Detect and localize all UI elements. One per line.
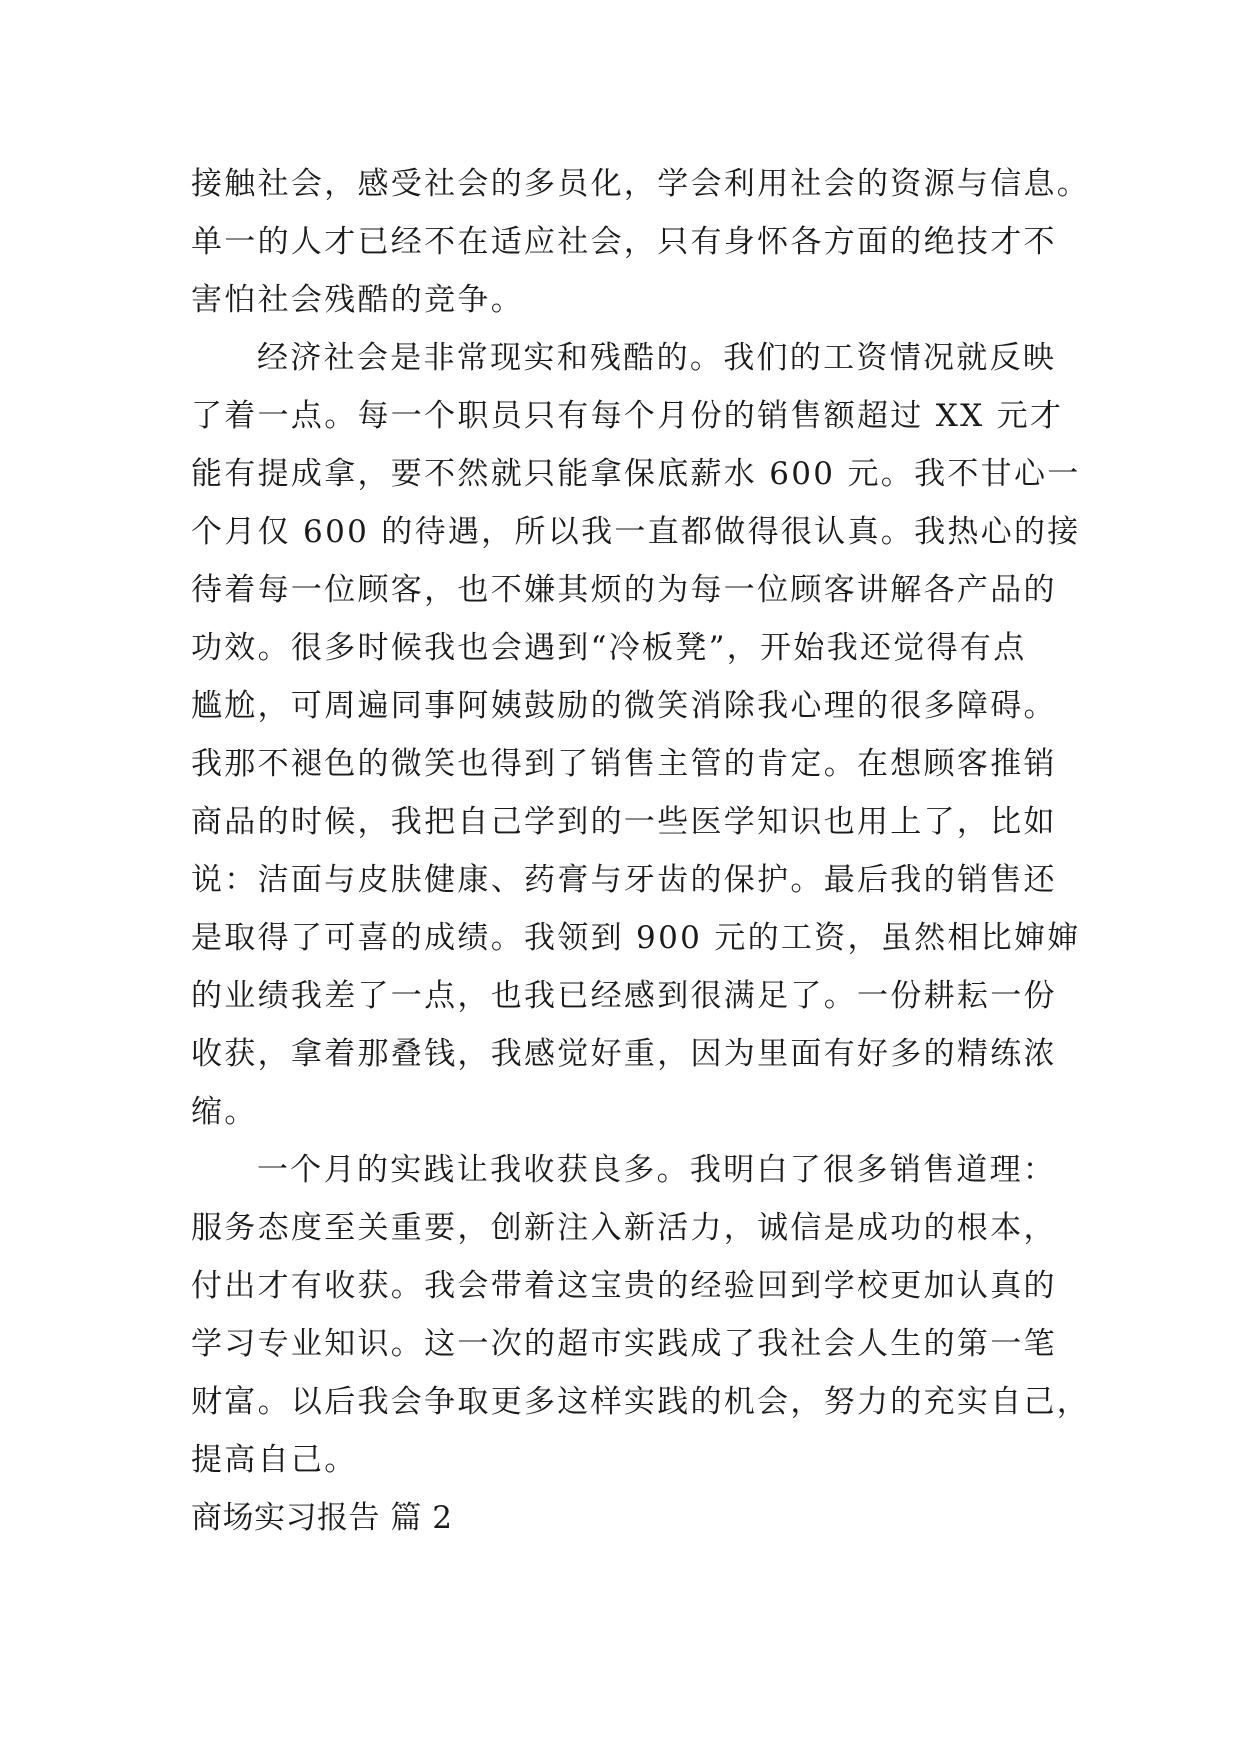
text-line: 了着一点。每一个职员只有每个月份的销售额超过 XX 元才 bbox=[191, 398, 1064, 434]
text-line: 商品的时候，我把自己学到的一些医学知识也用上了，比如 bbox=[191, 804, 1057, 840]
text-line: 说：洁面与皮肤健康、药膏与牙齿的保护。最后我的销售还 bbox=[191, 862, 1057, 898]
text-line: 是取得了可喜的成绩。我领到 900 元的工资，虽然相比婶婶 bbox=[191, 920, 1081, 956]
text-line: 尴尬，可周遍同事阿姨鼓励的微笑消除我心理的很多障碍。 bbox=[191, 688, 1057, 724]
text-line: 待着每一位顾客，也不嫌其烦的为每一位顾客讲解各产品的 bbox=[191, 572, 1057, 608]
text-line: 学习专业知识。这一次的超市实践成了我社会人生的第一笔 bbox=[191, 1326, 1057, 1362]
text-line: 的业绩我差了一点，也我已经感到很满足了。一份耕耘一份 bbox=[191, 978, 1057, 1014]
text-line: 我那不褪色的微笑也得到了销售主管的肯定。在想顾客推销 bbox=[191, 746, 1057, 782]
text-line: 能有提成拿，要不然就只能拿保底薪水 600 元。我不甘心一 bbox=[191, 456, 1081, 492]
body-text bbox=[191, 155, 1091, 1547]
paragraph-3 bbox=[191, 1141, 1091, 1489]
text-line: 单一的人才已经不在适应社会，只有身怀各方面的绝技才不 bbox=[191, 224, 1057, 260]
text-line: 经济社会是非常现实和残酷的。我们的工资情况就反映 bbox=[257, 340, 1057, 376]
text-line: 财富。以后我会争取更多这样实践的机会，努力的充实自己， bbox=[191, 1384, 1091, 1420]
text-line: 服务态度至关重要，创新注入新活力，诚信是成功的根本， bbox=[191, 1210, 1057, 1246]
section-heading: 商场实习报告 篇 2 bbox=[191, 1500, 453, 1536]
text-line: 缩。 bbox=[191, 1094, 258, 1130]
text-line: 功效。很多时候我也会遇到“冷板凳”，开始我还觉得有点 bbox=[191, 630, 1027, 666]
text-line: 一个月的实践让我收获良多。我明白了很多销售道理： bbox=[257, 1152, 1057, 1188]
text-line: 接触社会，感受社会的多员化，学会利用社会的资源与信息。 bbox=[191, 166, 1091, 202]
paragraph-1 bbox=[191, 155, 1091, 329]
text-line: 付出才有收获。我会带着这宝贵的经验回到学校更加认真的 bbox=[191, 1268, 1057, 1304]
text-line: 收获，拿着那叠钱，我感觉好重，因为里面有好多的精练浓 bbox=[191, 1036, 1057, 1072]
paragraph-2 bbox=[191, 329, 1081, 1141]
text-line: 害怕社会残酷的竞争。 bbox=[191, 282, 524, 318]
text-line: 个月仅 600 的待遇，所以我一直都做得很认真。我热心的接 bbox=[191, 514, 1081, 550]
text-line: 提高自己。 bbox=[191, 1442, 358, 1478]
